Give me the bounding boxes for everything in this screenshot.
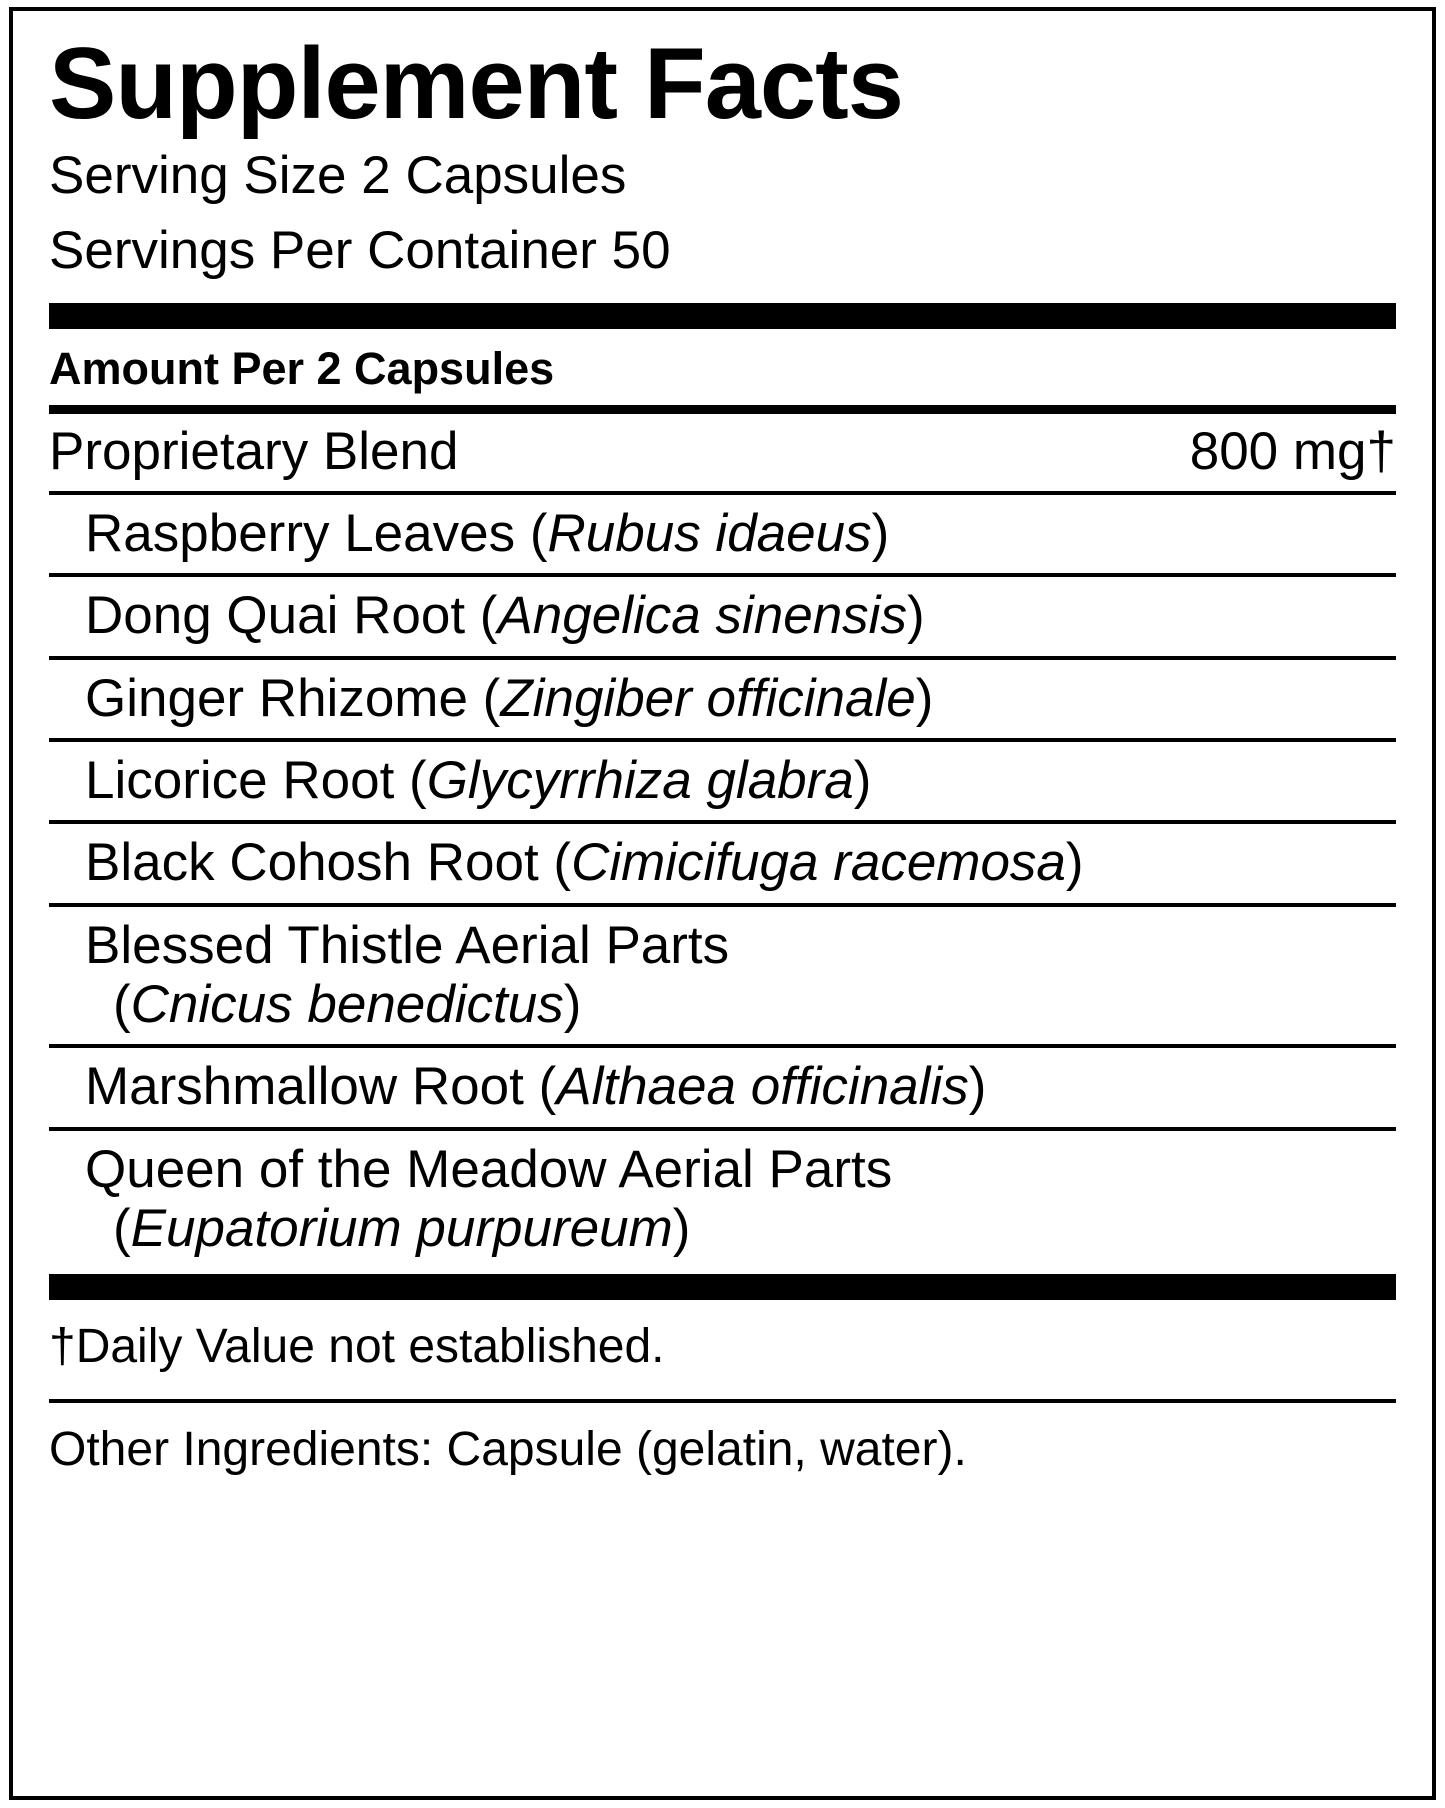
table-row	[49, 1048, 1396, 1130]
table-row	[49, 495, 1396, 577]
ingredient-name: Ginger Rhizome (Zingiber officinale)	[85, 668, 934, 728]
latin-name: Angelica sinensis	[497, 586, 907, 646]
thick-rule-bottom	[49, 1274, 1396, 1300]
table-row	[49, 907, 1396, 1049]
table-row	[49, 660, 1396, 742]
medium-rule	[49, 405, 1396, 414]
supplement-facts-panel	[9, 7, 1436, 1800]
servings-per-container-text: Servings Per Container 50	[49, 221, 671, 281]
latin-name: Althaea officinalis	[556, 1057, 969, 1117]
daily-value-footnote: †Daily Value not established.	[49, 1320, 665, 1374]
amount-per-serving-header: Amount Per 2 Capsules	[49, 342, 555, 394]
table-row	[49, 577, 1396, 659]
serving-size-text: Serving Size 2 Capsules	[49, 146, 627, 206]
ingredient-name: Marshmallow Root (Althaea officinalis)	[85, 1057, 987, 1117]
latin-name: Cnicus benedictus	[130, 975, 564, 1035]
thick-rule-top	[49, 303, 1396, 329]
table-row	[49, 1131, 1396, 1269]
ingredient-name: Dong Quai Root (Angelica sinensis)	[85, 586, 925, 646]
latin-name: Zingiber officinale	[500, 668, 916, 728]
ingredient-name: Blessed Thistle Aerial Parts (Cnicus benedictus)	[85, 915, 730, 1035]
ingredient-latin-wrap: (Cnicus benedictus)	[113, 975, 582, 1035]
ingredient-name: Raspberry Leaves (Rubus idaeus)	[85, 503, 890, 563]
page-title: Supplement Facts	[49, 28, 903, 140]
ingredient-name: Proprietary Blend	[49, 421, 459, 481]
ingredient-latin-wrap: (Eupatorium purpureum)	[113, 1199, 691, 1259]
table-row-proprietary-blend	[49, 414, 1396, 495]
latin-name: Glycyrrhiza glabra	[426, 750, 854, 810]
ingredient-name: Black Cohosh Root (Cimicifuga racemosa)	[85, 833, 1084, 893]
latin-name: Eupatorium purpureum	[130, 1199, 673, 1259]
other-ingredients-text: Other Ingredients: Capsule (gelatin, water).	[49, 1422, 967, 1476]
latin-name: Rubus idaeus	[547, 503, 872, 563]
table-row	[49, 824, 1396, 906]
ingredient-name: Licorice Root (Glycyrrhiza glabra)	[85, 750, 872, 810]
table-row	[49, 742, 1396, 824]
ingredient-amount: 800 mg†	[1189, 421, 1396, 481]
latin-name: Cimicifuga racemosa	[571, 833, 1066, 893]
ingredient-name: Queen of the Meadow Aerial Parts (Eupatorium purpureum)	[85, 1139, 893, 1259]
